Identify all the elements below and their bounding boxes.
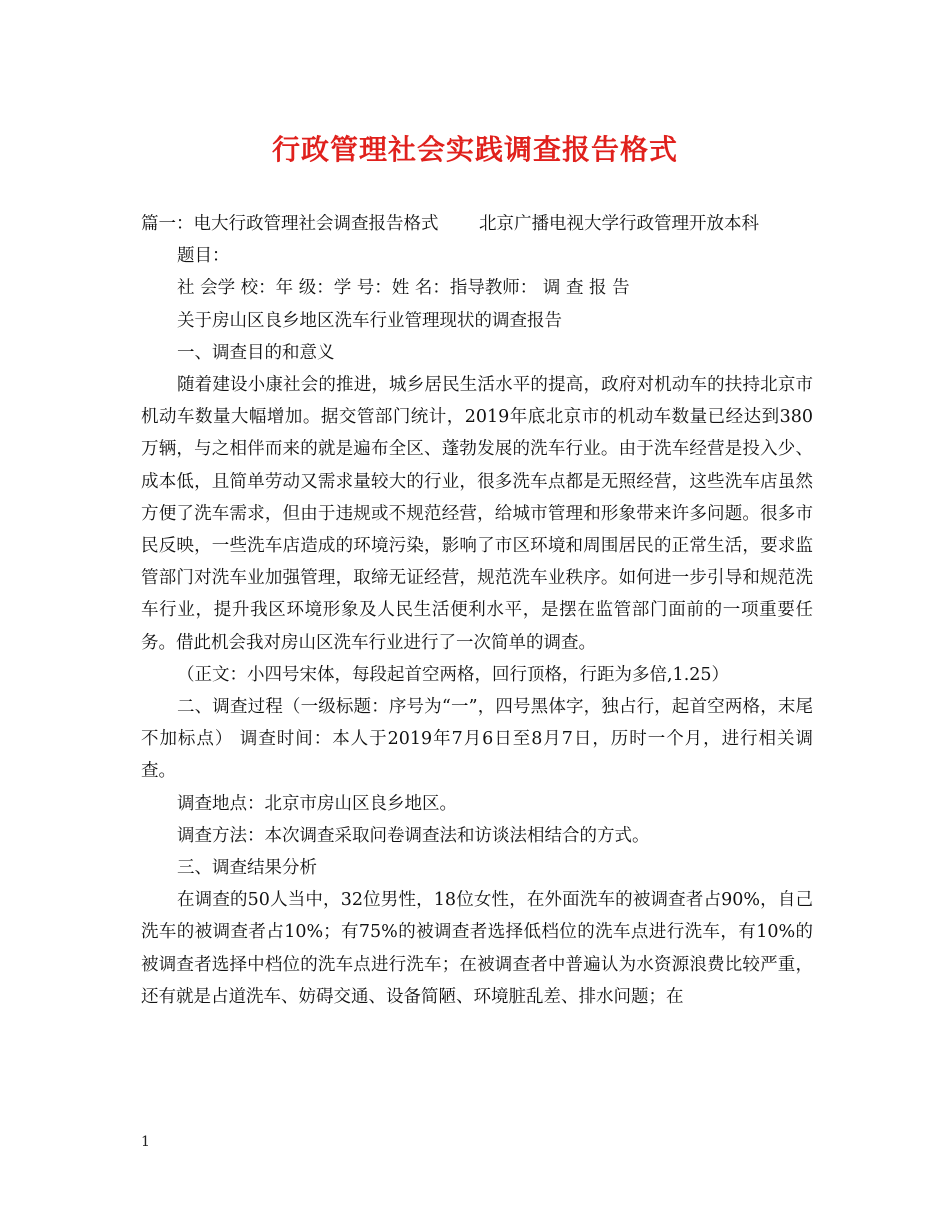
paragraph-4: 调查地点：北京市房山区良乡地区。 [177, 793, 457, 814]
paragraph-1: 随着建设小康社会的推进，城乡居民生活水平的提高，政府对机动车的扶持北京市机动车数量大幅增加。据交管部门统计，2019年底北京市的机动车数量已经达到380万辆，与之相伴而来的就是遍布全区、蓬勃发展的洗车行业。由于洗车经营是投入少、成本低，且简单劳动又需求量较大的行业，很多洗车点都是无照经营，这些洗车店虽然方便了洗车需求，但由于违规或不规范经营，给城市管理和形象带来许多问题。很多市民反映，一些洗车店造成的环境污染，影响了市区环境和周围居民的正常生活，要求监管部门对洗车业加强管理，取缔无证经营，规范洗车业秩序。如何进一步引导和规范洗车行业，提升我区环境形象及人民生活便利水平，是摆在监管部门面前的一项重要任务。借此机会我对房山区洗车行业进行了一次简单的调查。 [141, 375, 813, 653]
document-body [141, 208, 813, 1013]
paragraph-7: 在调查的50人当中，32位男性，18位女性，在外面洗车的被调查者占90%，自己洗车的被调查者占10%；有75%的被调查者选择低档位的洗车点进行洗车，有10%的被调查者选择中档位的洗车点进行洗车；在被调查者中普遍认为水资源浪费比较严重，还有就是占道洗车、妨碍交通、设备简陋、环境脏乱差、排水问题；在 [141, 890, 813, 1007]
paragraph-3: 二、调查过程（一级标题：序号为“一”，四号黑体字，独占行，起首空两格，末尾不加标点） 调查时间：本人于2019年7月6日至8月7日，历时一个月，进行相关调查。 [141, 697, 813, 782]
section-heading-3: 三、调查结果分析 [177, 858, 317, 879]
section-heading-1: 一、调查目的和意义 [177, 342, 335, 363]
topic-label: 题目： [177, 246, 230, 267]
header-line: 篇一：电大行政管理社会调查报告格式 北京广播电视大学行政管理开放本科 [141, 214, 760, 234]
report-title: 关于房山区良乡地区洗车行业管理现状的调查报告 [177, 310, 562, 331]
document-title: 行政管理社会实践调查报告格式 [271, 133, 678, 166]
page-number: 1 [141, 1134, 150, 1150]
paragraph-2: （正文：小四号宋体，每段起首空两格，回行顶格，行距为多倍,1.25） [177, 664, 730, 685]
paragraph-5: 调查方法：本次调查采取问卷调查法和访谈法相结合的方式。 [177, 825, 650, 846]
info-line: 社 会学 校：年 级：学 号：姓 名：指导教师： 调 查 报 告 [177, 278, 630, 299]
